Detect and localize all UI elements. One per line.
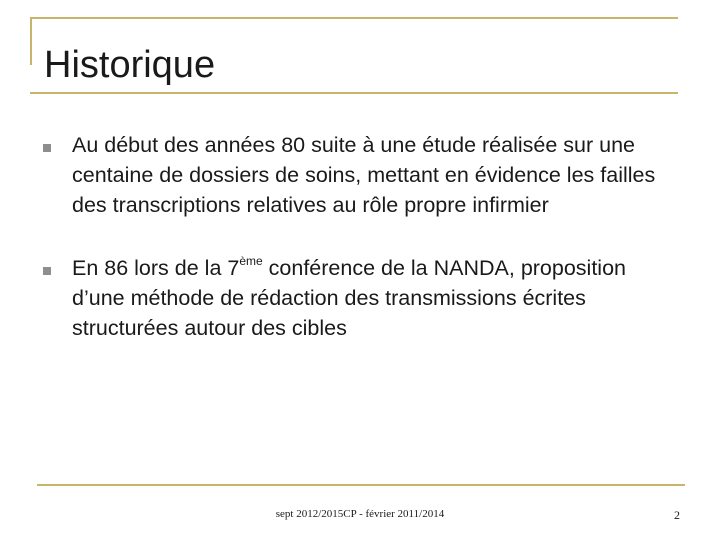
bullet-text: Au début des années 80 suite à une étude réalisée sur une centaine de dossiers de soins, mettant en évidence les failles des transcriptions relatives au rôle propre infirmier bbox=[72, 133, 656, 217]
square-bullet-icon bbox=[43, 144, 51, 152]
footer-text: sept 2012/2015CP - février 2011/2014 bbox=[275, 508, 445, 520]
square-bullet-icon bbox=[43, 267, 51, 275]
title-underline bbox=[30, 92, 678, 94]
bullet-text-end: conférence de la NANDA, proposition d’une méthode de rédaction des transmissions écrites structurées autour des cibles bbox=[72, 256, 626, 340]
left-rule bbox=[30, 17, 32, 65]
bullet-item bbox=[40, 130, 680, 220]
bullet-list bbox=[40, 130, 680, 343]
top-rule bbox=[30, 17, 678, 19]
slide-title: Historique bbox=[44, 44, 216, 86]
footer-rule bbox=[37, 484, 685, 486]
page-number: 2 bbox=[674, 508, 680, 522]
ordinal-superscript: ème bbox=[239, 254, 263, 268]
bullet-item bbox=[40, 253, 680, 343]
bullet-text bbox=[72, 253, 680, 343]
bullet-text-start: En 86 lors de la 7 bbox=[72, 256, 240, 280]
